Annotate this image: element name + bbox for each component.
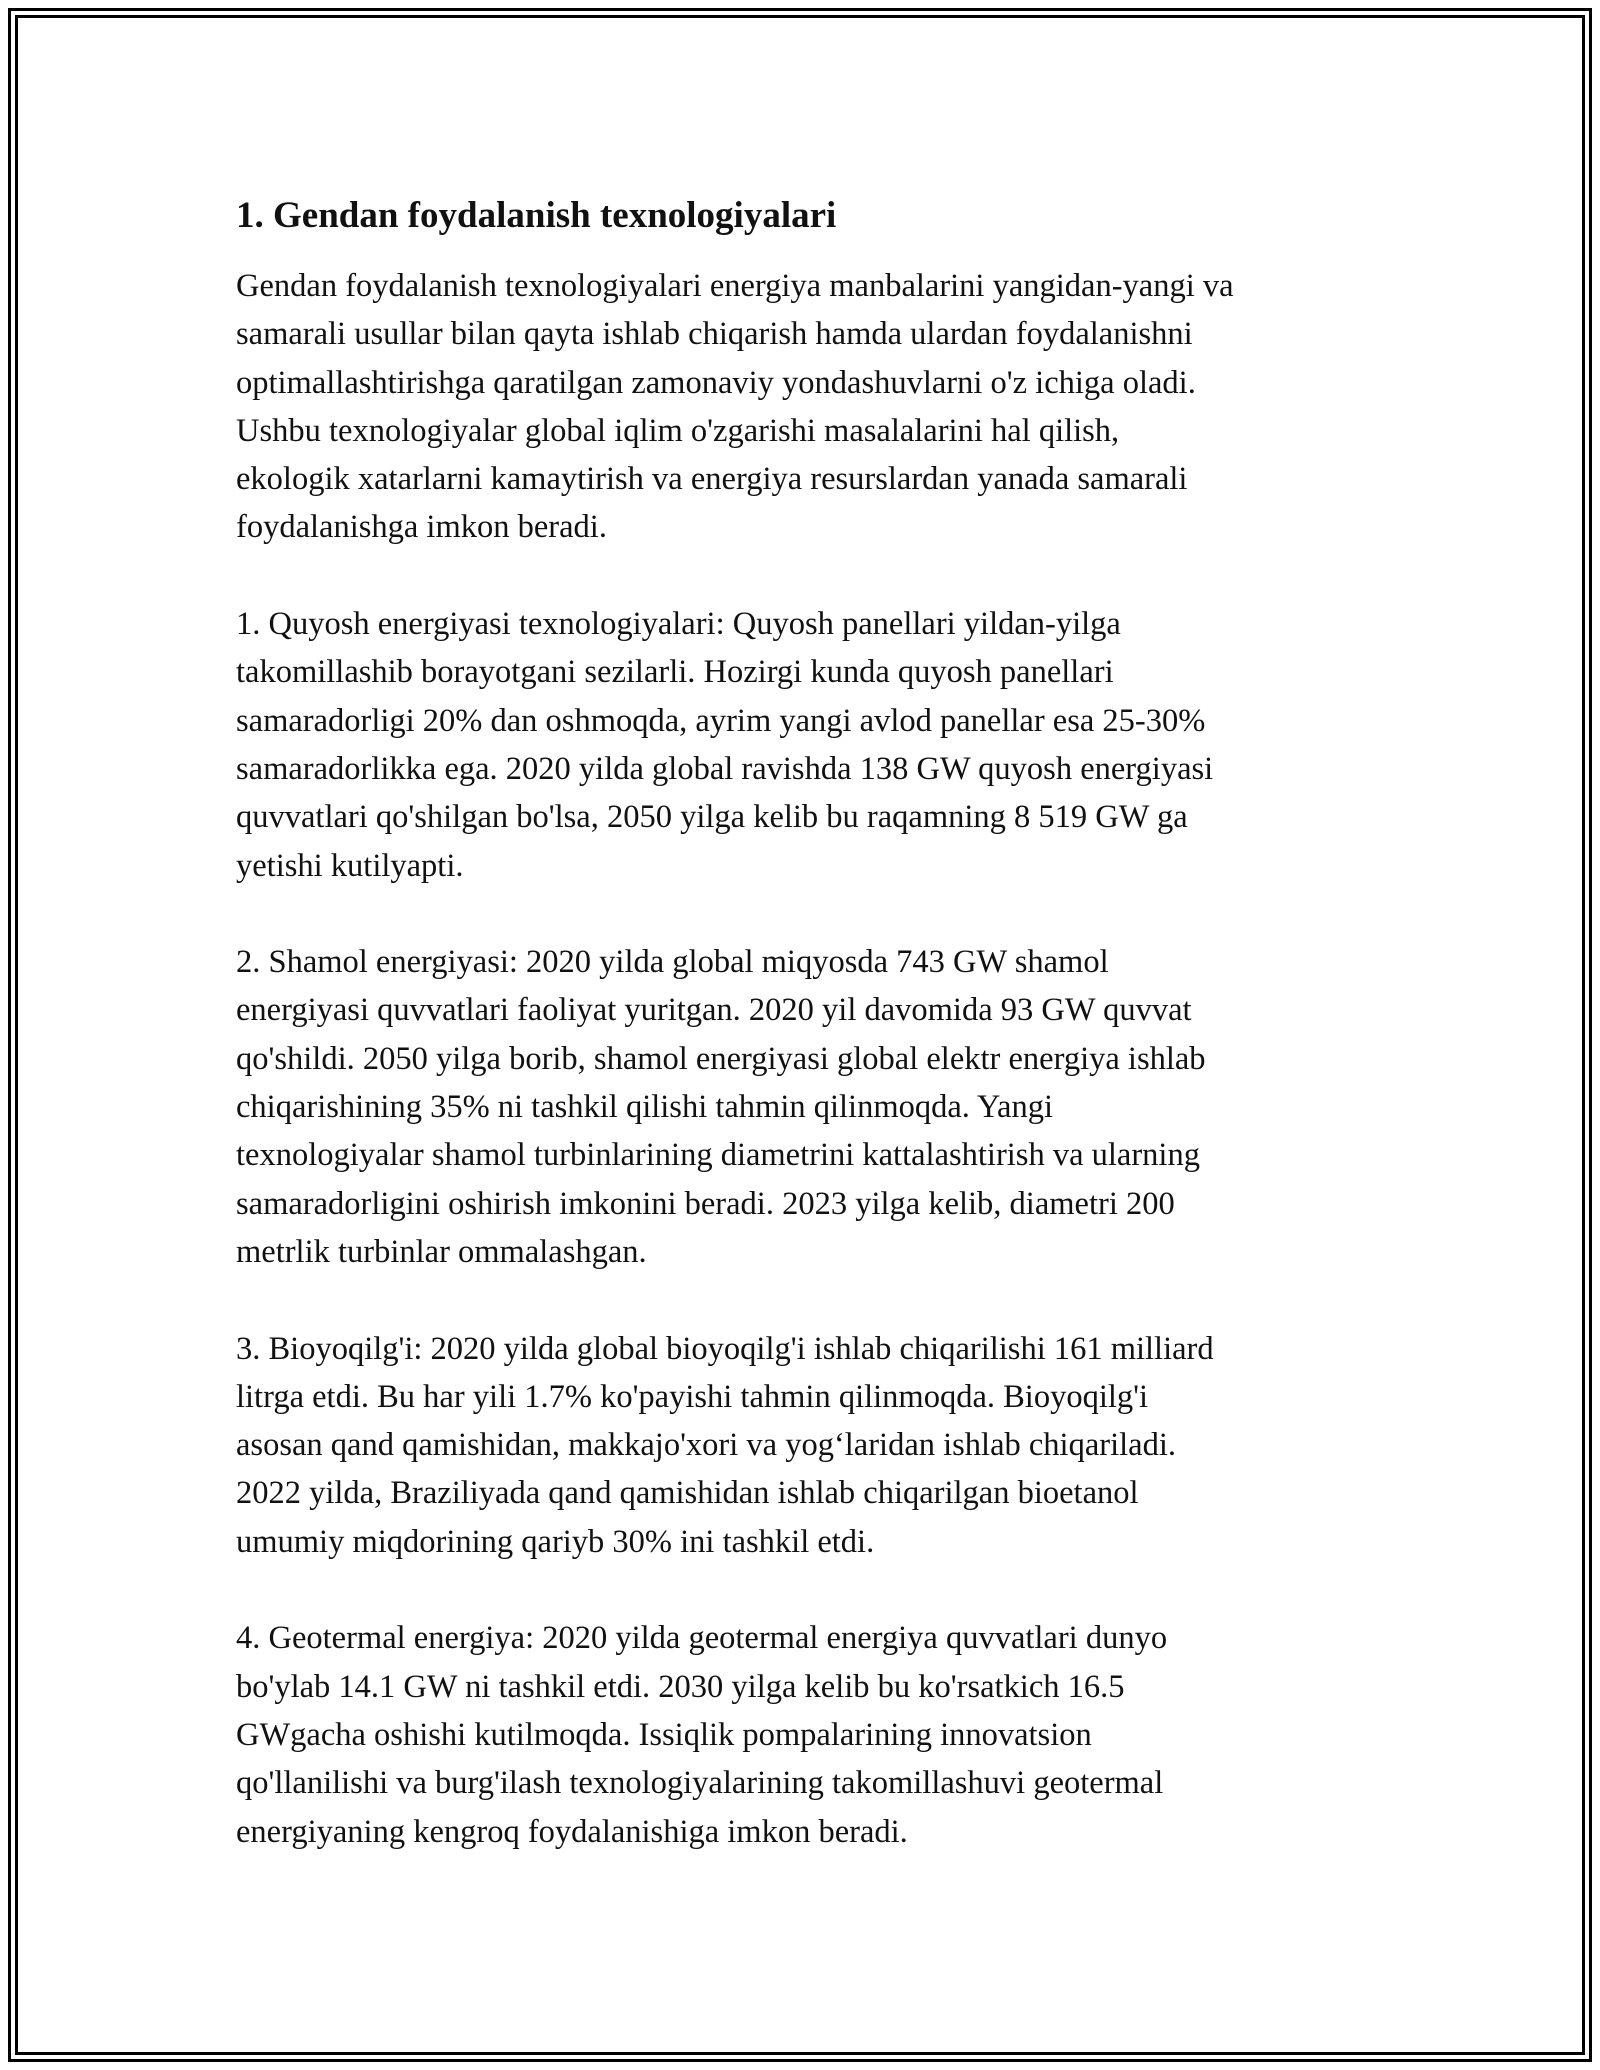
wind-energy-paragraph <box>236 938 1386 1276</box>
text-line: foydalanishga imkon beradi. <box>236 509 607 546</box>
text-line: qo'shildi. 2050 yilga borib, shamol energiyasi global elektr energiya ishlab <box>236 1040 1206 1077</box>
text-line: metrlik turbinlar ommalashgan. <box>236 1233 647 1270</box>
text-line: 1. Quyosh energiyasi texnologiyalari: Quyosh panellari yildan-yilga <box>236 606 1121 643</box>
text-line: 4. Geotermal energiya: 2020 yilda geotermal energiya quvvatlari dunyo <box>236 1620 1168 1657</box>
text-line: litrga etdi. Bu har yili 1.7% ko'payishi tahmin qilinmoqda. Bioyoqilg'i <box>236 1378 1149 1415</box>
geothermal-energy-paragraph <box>236 1614 1386 1855</box>
text-line: 3. Bioyoqilg'i: 2020 yilda global bioyoqilg'i ishlab chiqarilishi 161 milliard <box>236 1330 1214 1367</box>
text-line: samaradorlikka ega. 2020 yilda global ravishda 138 GW quyosh energiyasi <box>236 750 1214 787</box>
text-line: optimallashtirishga qaratilgan zamonaviy yondashuvlarni o'z ichiga oladi. <box>236 364 1196 401</box>
text-line: samaradorligi 20% dan oshmoqda, ayrim yangi avlod panellar esa 25-30% <box>236 702 1206 739</box>
text-line: yetishi kutilyapti. <box>236 847 464 884</box>
text-line: bo'ylab 14.1 GW ni tashkil etdi. 2030 yilga kelib bu ko'rsatkich 16.5 <box>236 1668 1125 1705</box>
text-line: 2. Shamol energiyasi: 2020 yilda global miqyosda 743 GW shamol <box>236 944 1109 981</box>
text-line: quvvatlari qo'shilgan bo'lsa, 2050 yilga kelib bu raqamning 8 519 GW ga <box>236 799 1188 836</box>
text-line: Ushbu texnologiyalar global iqlim o'zgarishi masalalarini hal qilish, <box>236 412 1120 449</box>
text-line: energiyaning kengroq foydalanishiga imkon beradi. <box>236 1813 908 1850</box>
text-line: ekologik xatarlarni kamaytirish va energiya resurslardan yanada samarali <box>236 461 1188 498</box>
text-line: chiqarishining 35% ni tashkil qilishi tahmin qilinmoqda. Yangi <box>236 1089 1053 1126</box>
document-body <box>236 188 1386 1856</box>
text-line: umumiy miqdorining qariyb 30% ini tashkil etdi. <box>236 1523 875 1560</box>
text-line: takomillashib borayotgani sezilarli. Hozirgi kunda quyosh panellari <box>236 654 1114 691</box>
text-line: asosan qand qamishidan, makkajo'xori va yog‘laridan ishlab chiqariladi. <box>236 1427 1176 1464</box>
solar-energy-paragraph <box>236 600 1386 890</box>
text-line: energiyasi quvvatlari faoliyat yuritgan. 2020 yil davomida 93 GW quvvat <box>236 992 1192 1029</box>
intro-paragraph <box>236 262 1386 552</box>
section-heading: 1. Gendan foydalanish texnologiyalari <box>236 195 837 236</box>
text-line: Gendan foydalanish texnologiyalari energiya manbalarini yangidan-yangi va <box>236 268 1234 304</box>
text-line: texnologiyalar shamol turbinlarining diametrini kattalashtirish va ularning <box>236 1137 1200 1174</box>
biofuel-paragraph <box>236 1325 1386 1566</box>
text-line: samaradorligini oshirish imkonini beradi. 2023 yilga kelib, diametri 200 <box>236 1185 1175 1222</box>
text-line: 2022 yilda, Braziliyada qand qamishidan ishlab chiqarilgan bioetanol <box>236 1475 1139 1512</box>
text-line: GWgacha oshishi kutilmoqda. Issiqlik pompalarining innovatsion <box>236 1716 1092 1753</box>
text-line: samarali usullar bilan qayta ishlab chiqarish hamda ulardan foydalanishni <box>236 316 1193 353</box>
text-line: qo'llanilishi va burg'ilash texnologiyalarining takomillashuvi geotermal <box>236 1765 1164 1802</box>
